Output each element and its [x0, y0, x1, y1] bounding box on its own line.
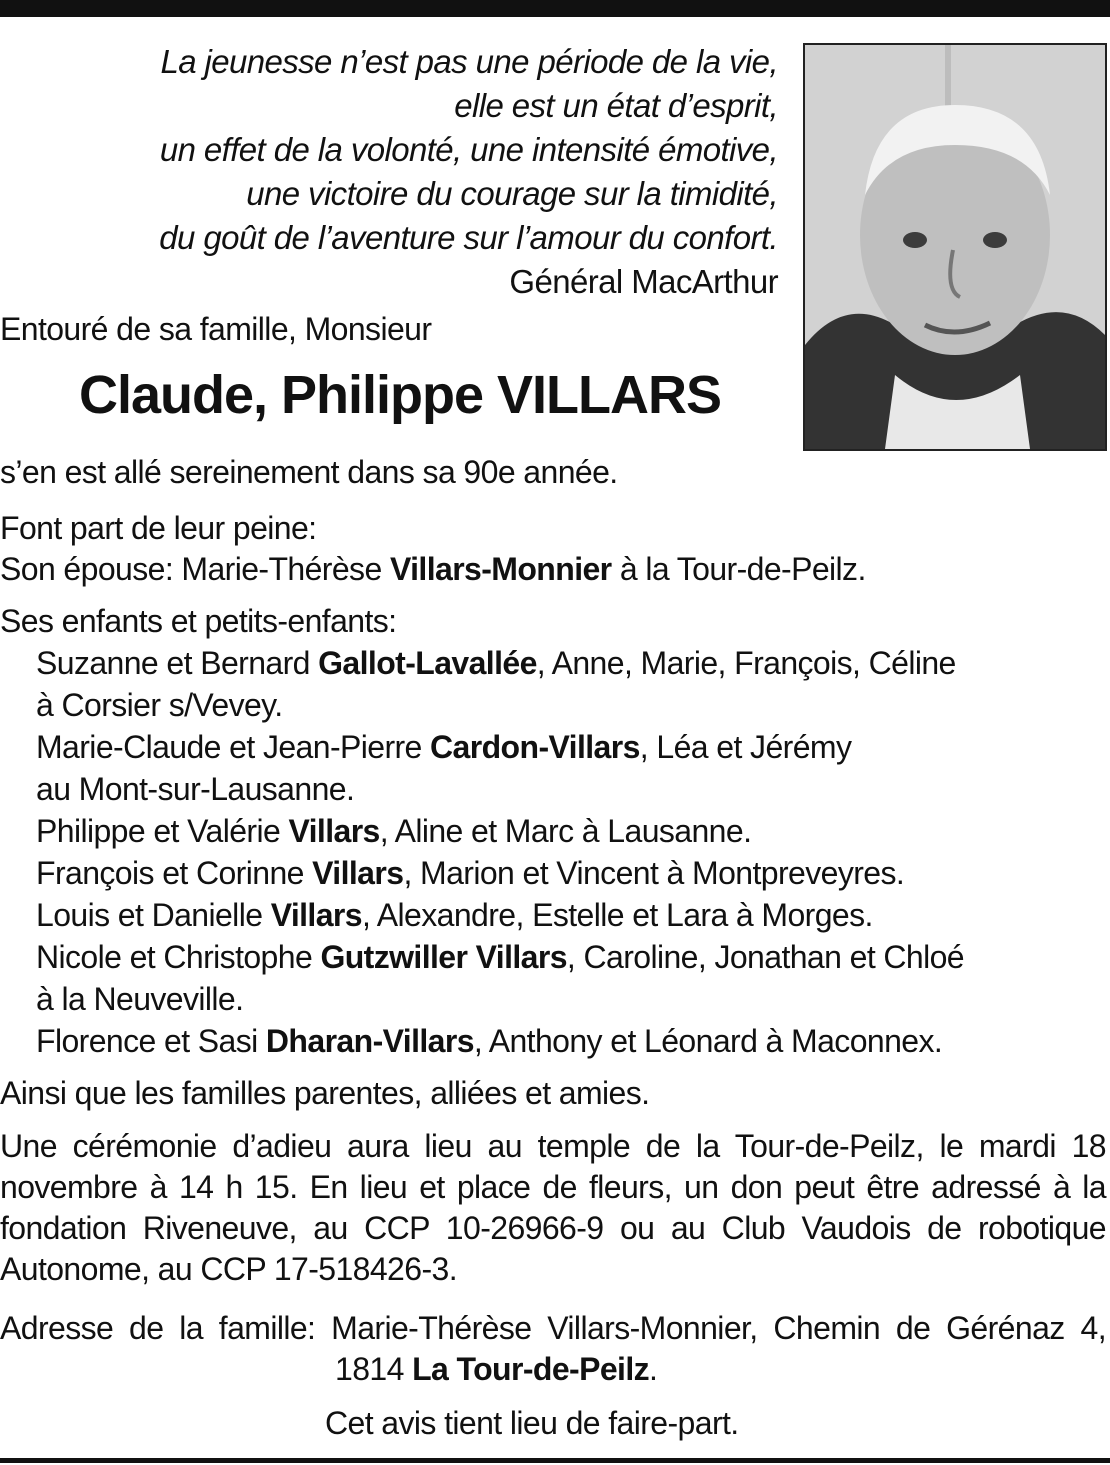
- child-family-line: [0, 853, 904, 894]
- child-details: , Léa et Jérémy: [639, 729, 852, 765]
- epigraph-quote: [0, 40, 778, 304]
- spouse-surname: Villars-Monnier: [389, 551, 612, 587]
- ceremony-text: Une cérémonie d’adieu aura lieu au temple de la Tour-de-Peilz, le mardi 18 novembre à 14 h 15. En lieu et place de fleurs, un don peut être adressé à la fondation Riveneuve, au CCP 10-26966-9 ou au Club Vaudois de robotique Autonome, au CCP 17-518426-3.: [0, 1128, 1106, 1287]
- passing-text: s’en est allé sereinement dans sa 90e année.: [0, 454, 618, 490]
- child-family-location: à Corsier s/Vevey.: [36, 687, 283, 723]
- child-details: , Alexandre, Estelle et Lara à Morges.: [361, 897, 873, 933]
- child-details: , Marion et Vincent à Montpreveyres.: [403, 855, 905, 891]
- quote-line: La jeunesse n’est pas une période de la vie,: [160, 43, 778, 80]
- child-surname: Gallot-Lavallée: [318, 645, 537, 681]
- closing-note: Cet avis tient lieu de faire-part.: [325, 1405, 739, 1441]
- child-surname: Dharan-Villars: [265, 1023, 474, 1059]
- child-names: Marie-Claude et Jean-Pierre: [36, 729, 431, 765]
- address-city-end: .: [649, 1351, 658, 1387]
- spouse-prefix: Son épouse: Marie-Thérèse: [0, 551, 390, 587]
- child-family-location: à la Neuveville.: [36, 981, 244, 1017]
- child-names: Nicole et Christophe: [36, 939, 321, 975]
- child-names: Louis et Danielle: [36, 897, 271, 933]
- quote-line: du goût de l’aventure sur l’amour du confort.: [159, 219, 778, 256]
- children-heading: Ses enfants et petits-enfants:: [0, 603, 397, 639]
- spouse-line: [0, 549, 866, 590]
- quote-line: un effet de la volonté, une intensité émotive,: [159, 131, 778, 168]
- child-surname: Villars: [270, 897, 362, 933]
- families-text: Ainsi que les familles parentes, alliées et amies.: [0, 1075, 650, 1111]
- child-family-line: [0, 811, 751, 852]
- portrait-photo: [803, 43, 1107, 451]
- child-family-line: [0, 895, 873, 936]
- share-heading: Font part de leur peine:: [0, 510, 317, 546]
- address-postcode: 1814: [335, 1351, 413, 1387]
- address-line: Adresse de la famille: Marie-Thérèse Villars-Monnier, Chemin de Gérénaz 4,: [0, 1310, 1106, 1346]
- child-surname: Villars: [288, 813, 380, 849]
- child-names: Philippe et Valérie: [36, 813, 289, 849]
- deceased-name: Claude, Philippe VILLARS: [78, 365, 722, 425]
- bottom-rule: [0, 1458, 1110, 1463]
- address-city-line: [335, 1349, 657, 1390]
- spouse-suffix: à la Tour-de-Peilz.: [611, 551, 866, 587]
- child-names: François et Corinne: [36, 855, 313, 891]
- child-family-line: [0, 937, 964, 978]
- portrait-photo-icon: [805, 45, 1105, 449]
- child-family-line: [0, 1021, 942, 1062]
- quote-author: Général MacArthur: [509, 263, 778, 300]
- child-names: Suzanne et Bernard: [36, 645, 319, 681]
- top-rule: [0, 0, 1110, 17]
- address-city: La Tour-de-Peilz: [412, 1351, 650, 1387]
- quote-line: elle est un état d’esprit,: [454, 87, 778, 124]
- child-details: , Anne, Marie, François, Céline: [536, 645, 956, 681]
- quote-line: une victoire du courage sur la timidité,: [246, 175, 778, 212]
- child-family-line: [0, 643, 956, 684]
- child-details: , Anthony et Léonard à Maconnex.: [473, 1023, 943, 1059]
- child-surname: Cardon-Villars: [430, 729, 640, 765]
- child-details: , Caroline, Jonathan et Chloé: [566, 939, 965, 975]
- child-details: , Aline et Marc à Lausanne.: [379, 813, 752, 849]
- intro-text: Entouré de sa famille, Monsieur: [0, 311, 432, 347]
- child-family-location: au Mont-sur-Lausanne.: [36, 771, 355, 807]
- child-surname: Gutzwiller Villars: [320, 939, 567, 975]
- child-family-line: [0, 727, 851, 768]
- child-names: Florence et Sasi: [36, 1023, 266, 1059]
- child-surname: Villars: [312, 855, 404, 891]
